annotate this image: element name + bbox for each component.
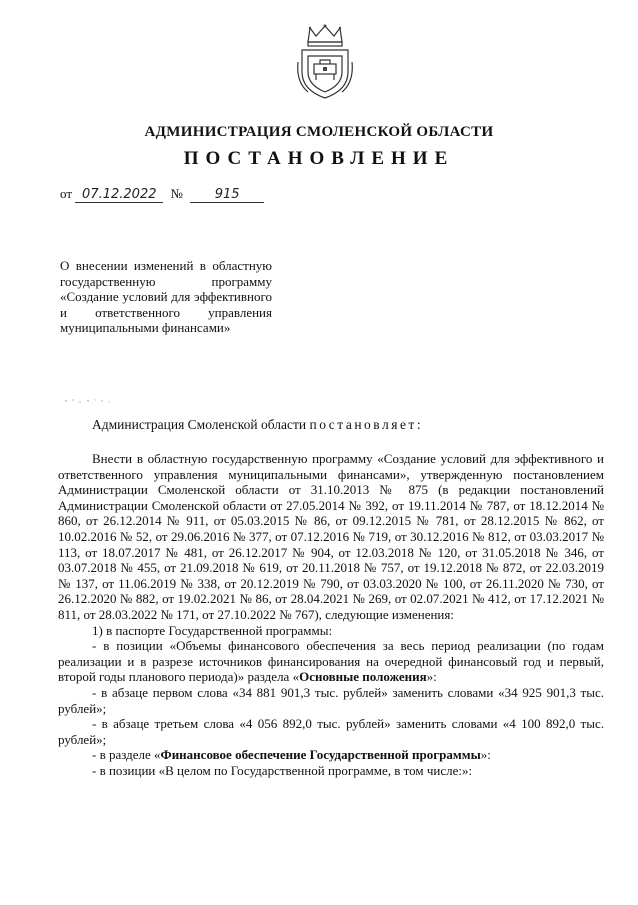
document-subject: О внесении изменений в областную государственную программу «Создание условий для эффективного и ответственного управления муниципальными финансами» [60, 258, 272, 335]
body-item-1a-post: »: [426, 669, 437, 685]
coat-of-arms-icon [296, 22, 354, 102]
organization-title: АДМИНИСТРАЦИЯ СМОЛЕНСКОЙ ОБЛАСТИ [144, 124, 494, 140]
document-type-title: ПОСТАНОВЛЕНИЕ [183, 148, 455, 169]
date-number-line [60, 186, 264, 203]
body-item-1d-post: »: [480, 747, 491, 763]
body-item-1a-pre: - в позиции «Объемы финансового обеспечения за весь период реализации (по годам реализации и в разрезе источников финансирования на очередной финансовый год и первый, второй годы планового периода)» раздела « [58, 638, 604, 685]
body-item-1: 1) в паспорте Государственной программы: [92, 622, 333, 638]
document-body [58, 451, 604, 778]
number-prefix: № [170, 186, 183, 201]
handwritten-date: 07.12.2022 [75, 188, 163, 203]
handwritten-number: 915 [190, 188, 264, 203]
body-item-1b: - в абзаце первом слова «34 881 901,3 тыс. рублей» заменить словами «34 925 901,3 тыс. рублей»; [58, 684, 604, 716]
date-prefix: от [60, 186, 73, 201]
decree-word: постановляет: [309, 417, 424, 432]
decree-line [92, 417, 423, 433]
body-paragraph-intro: Внести в областную государственную программу «Создание условий для эффективного и ответственного управления муниципальными финансами», утвержденную постановлением Администрации Смоленской области от 31.10.2013 № 875 (в редакции постановлений Администрации Смоленской области от 27.05.2014 № 392, от 19.11.2014 № 787, от 18.12.2014 № 860, от 26.12.2014 № 911, от 05.03.2015 № 86, от 09.12.2015 № 781, от 28.12.2015 № 862, от 10.02.2016 № 52, от 29.06.2016 № 377, от 07.12.2016 № 719, от 30.12.2016 № 812, от 03.03.2017 № 113, от 18.07.2017 № 481, от 26.12.2017 № 904, от 12.03.2018 № 120, от 31.05.2018 № 346, от 03.07.2018 № 455, от 21.09.2018 № 619, от 20.11.2018 № 757, от 19.12.2018 № 872, от 22.03.2019 № 137, от 11.06.2019 № 338, от 20.12.2019 № 790, от 03.03.2020 № 100, от 26.11.2020 № 730, от 26.12.2020 № 882, от 19.02.2021 № 86, от 28.04.2021 № 269, от 02.07.2021 № 412, от 17.12.2021 № 811, от 28.03.2022 № 171, от 27.10.2022 № 767), следующие изменения: [58, 451, 604, 622]
body-item-1e: - в позиции «В целом по Государственной программе, в том числе:»: [92, 762, 473, 778]
scan-speckle [64, 398, 114, 404]
body-item-1d-pre: - в разделе « [92, 747, 161, 763]
body-item-1c: - в абзаце третьем слова «4 056 892,0 тыс. рублей» заменить словами «4 100 892,0 тыс. рублей»; [58, 716, 604, 747]
body-item-1d [58, 747, 604, 763]
body-item-1d-bold: Финансовое обеспечение Государственной программы [160, 747, 481, 763]
body-item-1a-bold: Основные положения [299, 669, 427, 685]
body-item-1a [58, 638, 604, 685]
decree-prefix: Администрация Смоленской области [92, 417, 307, 432]
